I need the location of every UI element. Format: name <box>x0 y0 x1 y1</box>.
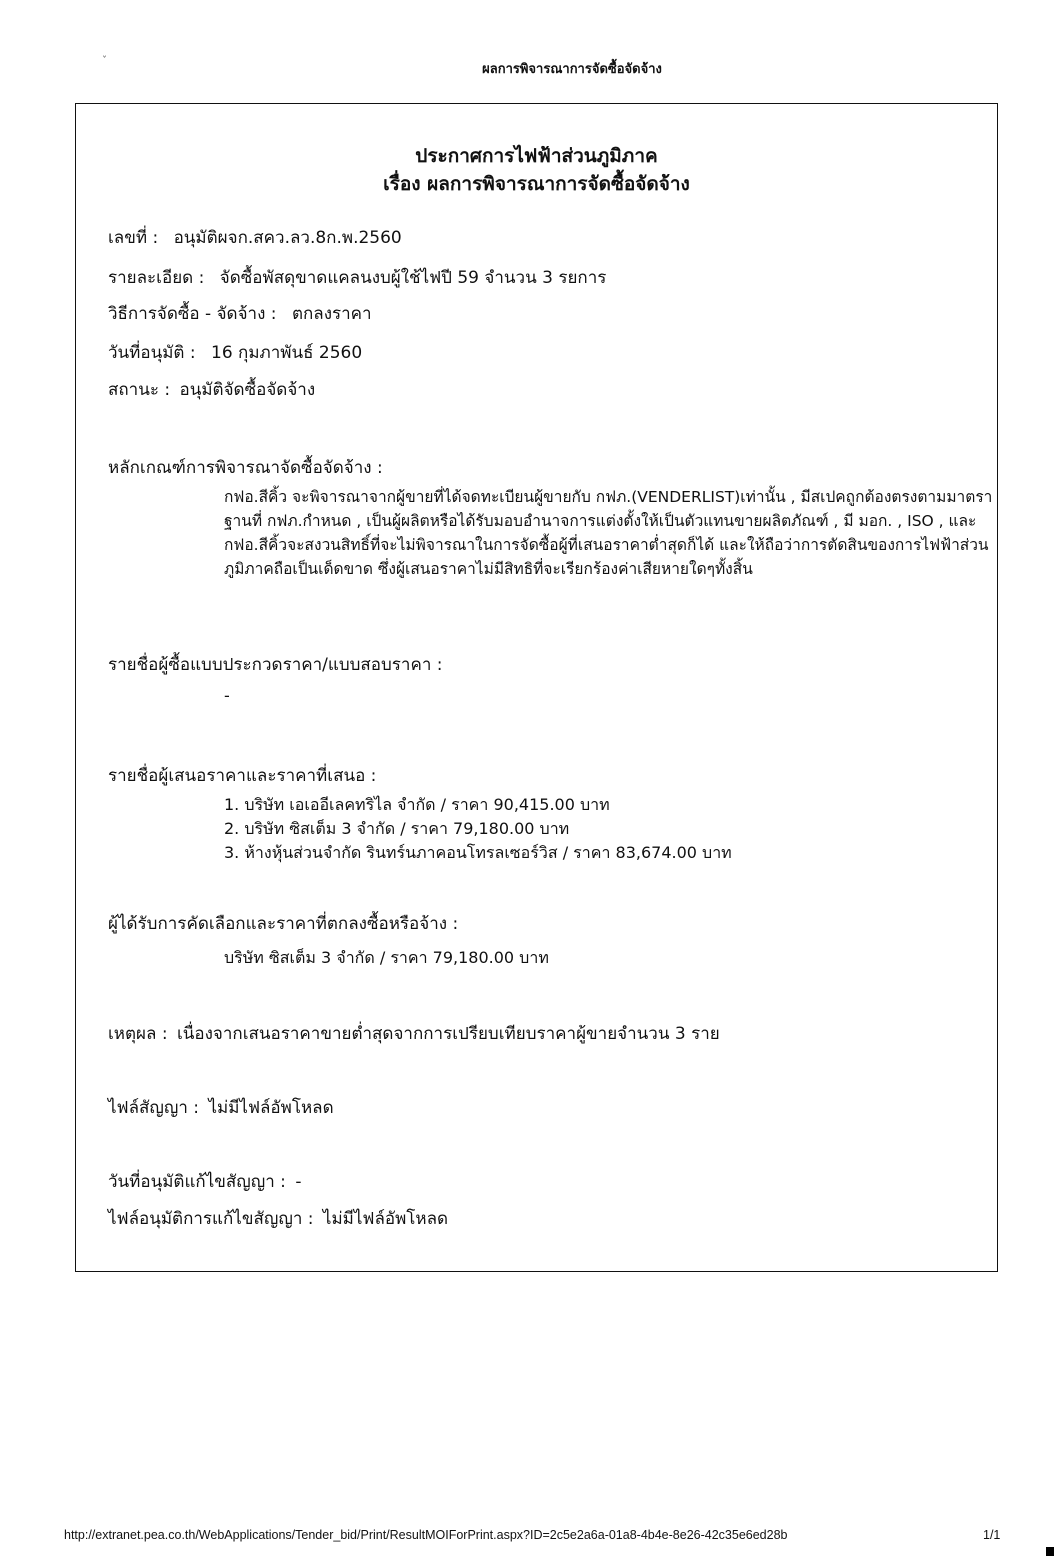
scan-speck: ˇ <box>102 56 107 67</box>
scan-corner-mark <box>1046 1547 1054 1556</box>
reason-row <box>108 1020 720 1047</box>
buyers-value: - <box>224 686 230 705</box>
buyers-label: รายชื่อผู้ซื้อแบบประกวดราคา/แบบสอบราคา : <box>108 655 443 675</box>
notice-frame <box>75 103 998 1272</box>
bidders-label: รายชื่อผู้เสนอราคาและราคาที่เสนอ : <box>108 766 377 786</box>
number-row <box>108 224 402 251</box>
method-label: วิธีการจัดซื้อ - จัดจ้าง : <box>108 304 277 324</box>
bidder-item: 2. บริษัท ซิสเต็ม 3 จำกัด / ราคา 79,180.00 บาท <box>224 819 570 838</box>
notice-title-line2: เรื่อง ผลการพิจารณาการจัดซื้อจัดจ้าง <box>383 173 690 195</box>
amend-file-row <box>108 1205 448 1232</box>
bidders-list <box>224 793 732 865</box>
method-row <box>108 300 372 327</box>
status-value: อนุมัติจัดซื้อจัดจ้าง <box>179 380 316 400</box>
detail-row <box>108 264 606 291</box>
footer-url: http://extranet.pea.co.th/WebApplications/Tender_bid/Print/ResultMOIForPrint.aspx?ID=2c5e2a6a-01a8-4b4e-8e26-42c35e6ed28b <box>64 1528 788 1542</box>
detail-label: รายละเอียด : <box>108 268 205 288</box>
amend-date-value: - <box>295 1172 302 1192</box>
page-header: ผลการพิจารณาการจัดซื้อจัดจ้าง <box>482 62 662 77</box>
winner-value: บริษัท ซิสเต็ม 3 จำกัด / ราคา 79,180.00 บาท <box>224 948 549 967</box>
amend-date-label: วันที่อนุมัติแก้ไขสัญญา : <box>108 1172 286 1192</box>
notice-title <box>76 142 997 198</box>
status-row <box>108 376 315 403</box>
amend-date-row <box>108 1168 301 1195</box>
number-value: อนุมัติผจก.สคว.ลว.8ก.พ.2560 <box>173 228 402 248</box>
criteria-label: หลักเกณฑ์การพิจารณาจัดซื้อจัดจ้าง : <box>108 458 383 478</box>
method-value: ตกลงราคา <box>291 304 372 324</box>
status-label: สถานะ : <box>108 380 171 400</box>
approve-date-value: 16 กุมภาพันธ์ 2560 <box>211 343 363 363</box>
notice-title-line1: ประกาศการไฟฟ้าส่วนภูมิภาค <box>415 145 658 167</box>
bidder-item: 3. ห้างหุ้นส่วนจำกัด รินทร์นภาคอนโทรลเซอร์วิส / ราคา 83,674.00 บาท <box>224 843 732 862</box>
approve-date-label: วันที่อนุมัติ : <box>108 343 196 363</box>
detail-value: จัดซื้อพัสดุขาดแคลนงบผู้ใช้ไฟปี 59 จำนวน 3 รยการ <box>219 268 607 288</box>
number-label: เลขที่ : <box>108 228 159 248</box>
contract-file-row <box>108 1094 334 1121</box>
winner-label: ผู้ได้รับการคัดเลือกและราคาที่ตกลงซื้อหรือจ้าง : <box>108 914 459 934</box>
footer-page-number: 1/1 <box>983 1528 1001 1542</box>
reason-value: เนื่องจากเสนอราคาขายต่ำสุดจากการเปรียบเทียบราคาผู้ขายจำนวน 3 ราย <box>176 1024 720 1044</box>
approve-date-row <box>108 339 362 366</box>
amend-file-label: ไฟล์อนุมัติการแก้ไขสัญญา : <box>108 1209 314 1229</box>
criteria-text: กฟอ.สีคิ้ว จะพิจารณาจากผู้ขายที่ได้จดทะเบียนผู้ขายกับ กฟภ.(VENDERLIST)เท่านั้น , มีสเปคถูกต้องตรงตามมาตราฐานที่ กฟภ.กำหนด , เป็นผู้ผลิตหรือได้รับมอบอำนาจการแต่งตั้งให้เป็นตัวแทนขายผลิตภัณฑ์ , มี มอก. , ISO , และกฟอ.สีคิ้วจะสงวนสิทธิ์ที่จะไม่พิจารณาในการจัดซื้อผู้ที่เสนอราคาต่ำสุดก็ได้ และให้ถือว่าการตัดสินของการไฟฟ้าส่วนภูมิภาคถือเป็นเด็ดขาด ซึ่งผู้เสนอราคาไม่มีสิทธิที่จะเรียกร้องค่าเสียหายใดๆทั้งสิ้น <box>224 488 993 578</box>
bidder-item: 1. บริษัท เอเออีเลคทริไล จำกัด / ราคา 90,415.00 บาท <box>224 795 610 814</box>
contract-file-value: ไม่มีไฟล์อัพโหลด <box>208 1098 334 1118</box>
reason-label: เหตุผล : <box>108 1024 168 1044</box>
amend-file-value: ไม่มีไฟล์อัพโหลด <box>322 1209 449 1229</box>
contract-file-label: ไฟล์สัญญา : <box>108 1098 200 1118</box>
